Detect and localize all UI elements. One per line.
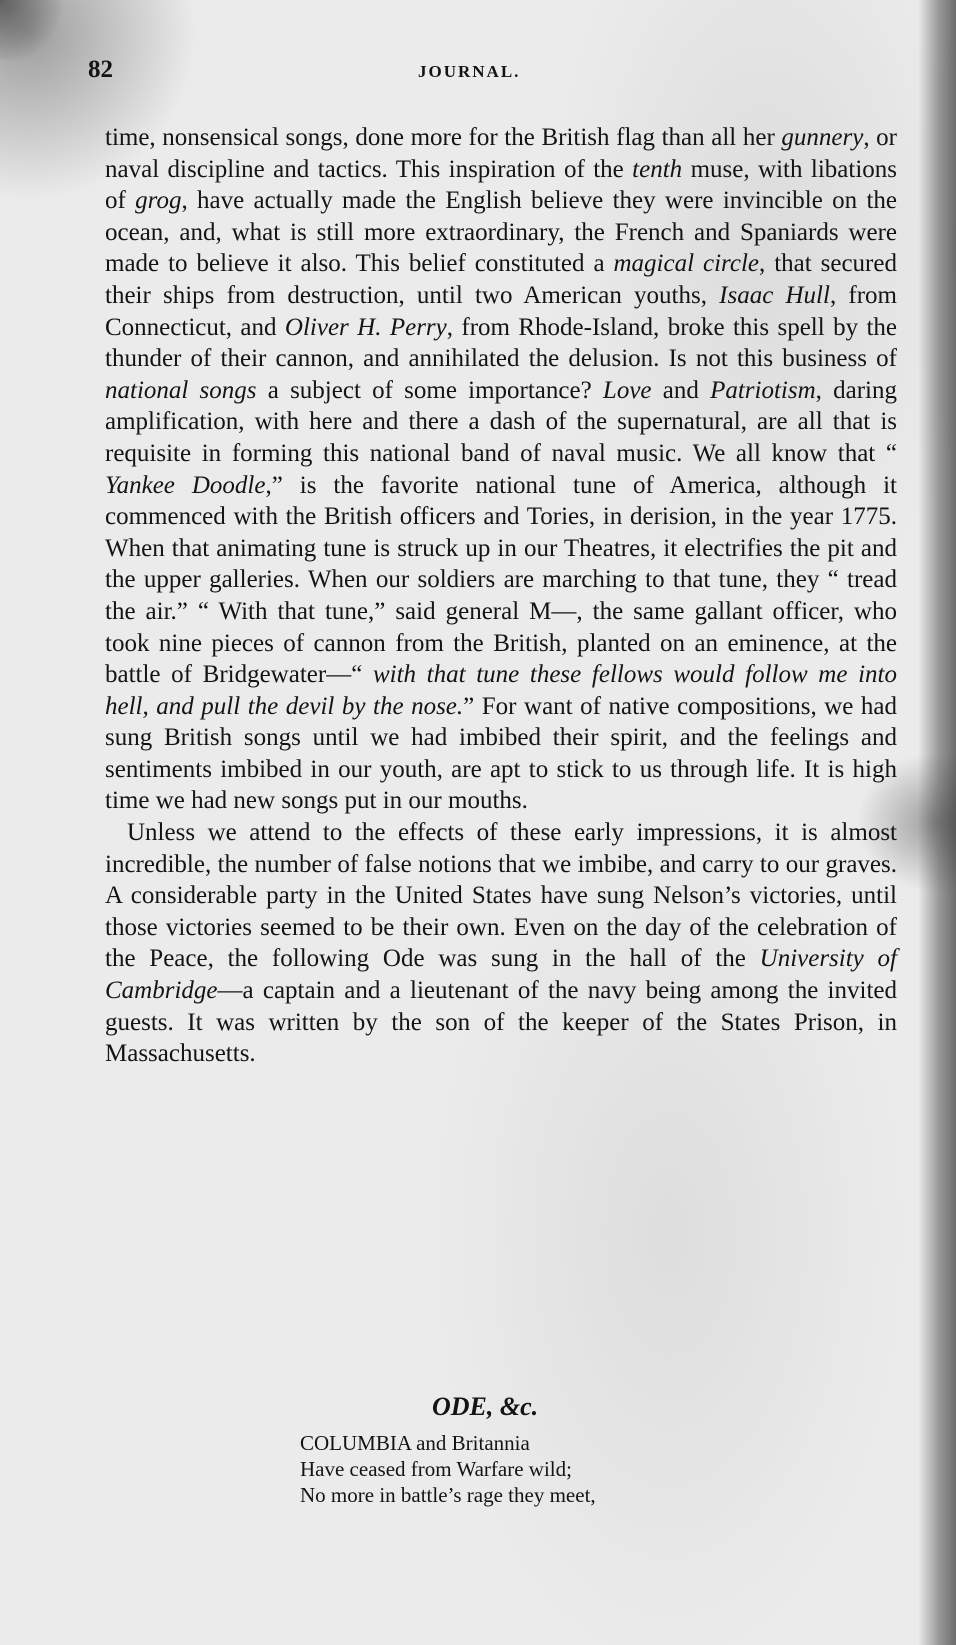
text-run: time, nonsensical songs, done more for the British flag than all her xyxy=(105,124,782,151)
text-run: , that secured their ships from destruction, until two American youths, xyxy=(105,250,897,309)
italic-text: tenth xyxy=(632,155,683,183)
italic-text: Love xyxy=(602,376,652,404)
text-run: , or naval discipline and tactics. This inspiration of the xyxy=(105,124,897,183)
text-run: , have actually made the English believe they were invincible on the ocean, and, what is still more extraordinary, the French and Spaniards were made to believe it also. This belief constituted a xyxy=(105,187,898,278)
ode-verse xyxy=(300,1430,860,1508)
italic-text: Yankee Doodle xyxy=(105,471,266,499)
italic-text: with that tune these fellows would follow me into hell, and pull the devil by the nose. xyxy=(105,661,897,720)
text-run: and xyxy=(651,376,711,404)
italic-text: magical circle xyxy=(613,250,759,278)
text-run: ,” is the favorite national tune of America, although it commenced with the British officers and Tories, in derision, in the year 1775. When that animating tune is struck up in our Theatres, it electrifies the pit and the upper galleries. When our soldiers are marching to that tune, they “ tread the air.” “ With that tune,” said general M—, the same gallant officer, who took nine pieces of cannon from the British, planted on an eminence, at the battle of Bridgewater—“ xyxy=(105,471,897,689)
text-run: Unless we attend to the effects of these early impressions, it is almost incredible, the number of false notions that we imbibe, and carry to our graves. A considerable party in the United States have sung Nelson’s victories, until those victories seemed to be their own. Even on the day of the celebration of the Peace, the following Ode was sung in the hall of the xyxy=(105,819,897,973)
ode-title: ODE, &c. xyxy=(432,1392,539,1421)
text-run: a subject of some importance? xyxy=(256,376,603,404)
text-run: , daring amplification, with here and there a dash of the supernatural, are all that is requisite in forming this national band of naval music. We all know that “ xyxy=(105,376,897,467)
page-number: 82 xyxy=(88,56,113,83)
italic-text: national songs xyxy=(105,376,257,404)
verse-line: COLUMBIA and Britannia xyxy=(300,1431,530,1455)
paragraph-2 xyxy=(105,817,897,1070)
paragraph-1 xyxy=(105,122,897,817)
verse-line: No more in battle’s rage they meet, xyxy=(300,1483,596,1507)
text-run: muse, with libations of xyxy=(105,155,897,215)
italic-text: Patriotism xyxy=(710,376,816,404)
body-text xyxy=(105,122,897,1070)
italic-text: grog xyxy=(135,187,182,215)
text-run: —a captain and a lieutenant of the navy being among the invited guests. It was written by the son of the keeper of the States Prison, in Massachusetts. xyxy=(105,977,897,1068)
text-run: , from Rhode-Island, broke this spell by the thunder of their cannon, and annihilated the delusion. Is not this business of xyxy=(105,313,897,373)
page-header xyxy=(88,56,898,96)
text-run: , from Connecticut, and xyxy=(105,281,897,341)
italic-text: Isaac Hull xyxy=(719,281,830,309)
page-corner-shadow xyxy=(0,0,70,60)
text-run: ” For want of native compositions, we had sung British songs until we had imbibed their spirit, and the feelings and sentiments imbibed in our youth, are apt to stick to us through life. It is high time we had new songs put in our mouths. xyxy=(105,692,898,815)
italic-text: Oliver H. Perry xyxy=(284,313,447,341)
verse-line: Have ceased from Warfare wild; xyxy=(300,1457,572,1481)
running-head: JOURNAL. xyxy=(418,62,521,81)
italic-text: University of Cambridge xyxy=(105,945,897,1005)
italic-text: gunnery xyxy=(781,124,864,151)
binding-shadow xyxy=(918,0,956,1645)
